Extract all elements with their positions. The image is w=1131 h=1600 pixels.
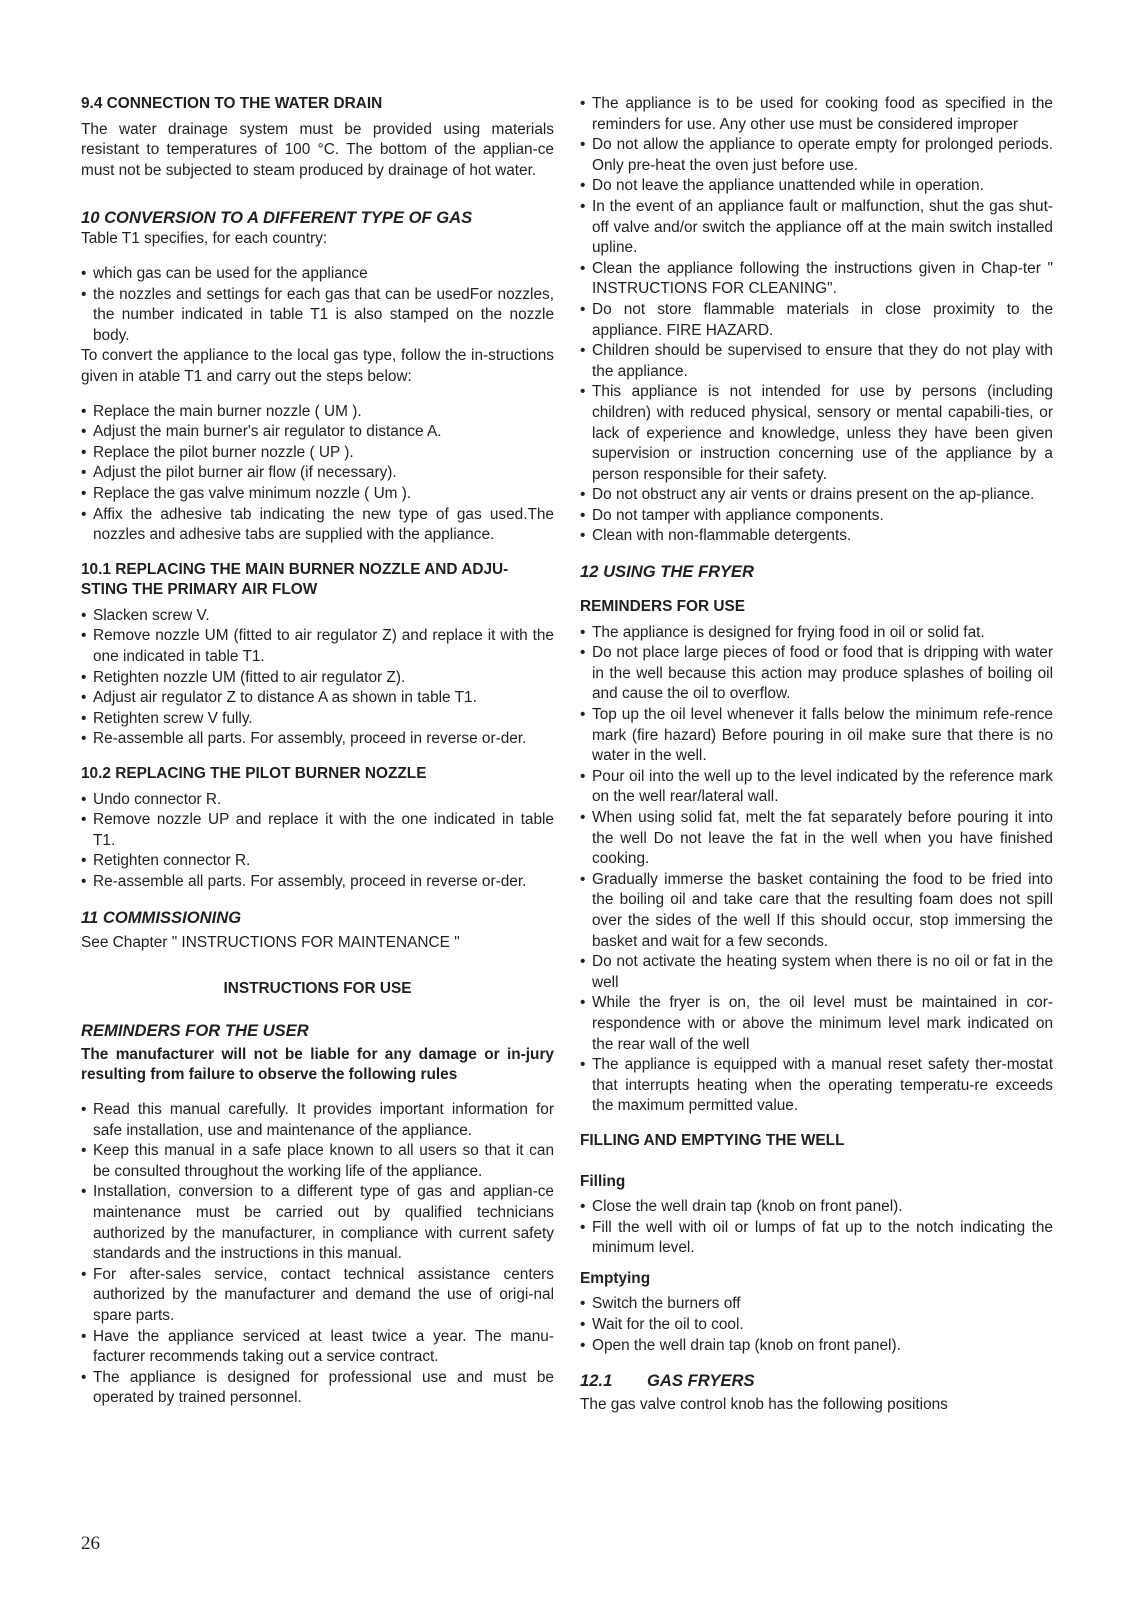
section-9-4-text: The water drainage system must be provided using materials resistant to temperatures of 100 °C. The bottom of the applian-ce must not be subjected to steam produced by drainage of hot water. [81,120,554,179]
conversion-steps-list [81,402,554,546]
list-item: • Installation, conversion to a different type of gas and applian-ce maintenance must be carried out by qualified technicians authorized by the manufacturer, in compliance with current safety standards and the instructions in this manual. [81,1182,554,1264]
list-item: • Adjust the main burner's air regulator to distance A. [81,422,554,443]
section-10-1-title: 10.1 REPLACING THE MAIN BURNER NOZZLE AND ADJU-STING THE PRIMARY AIR FLOW [81,560,509,599]
list-item: • Do not tamper with appliance components. [580,506,1053,527]
list-item: • In the event of an appliance fault or malfunction, shut the gas shut-off valve and/or switch the appliance off at the main switch installed upline. [580,197,1053,259]
filling-emptying-title: FILLING AND EMPTYING THE WELL [580,1131,845,1149]
list-item: • Pour oil into the well up to the level indicated by the reference mark on the well rear/lateral wall. [580,767,1053,808]
emptying-title: Emptying [580,1269,651,1287]
reminders-list [81,1100,554,1409]
list-item: • Fill the well with oil or lumps of fat up to the notch indicating the minimum level. [580,1218,1053,1259]
list-item: • Close the well drain tap (knob on front panel). [580,1197,1053,1218]
section-11-title: 11 COMMISSIONING [81,907,242,927]
reminders-for-use-title: REMINDERS FOR USE [580,598,746,616]
section-10-conversion-text: To convert the appliance to the local gas type, follow the in-structions given in atable T1 and carry out the steps below: [81,347,554,385]
list-item: • Top up the oil level whenever it falls below the minimum refe-rence mark (fire hazard) Before pouring in oil make sure that there is no water in the well. [580,705,1053,767]
page-number: 26 [81,1533,100,1554]
main-burner-steps-list [81,606,554,750]
section-12-1-label: GAS FRYERS [647,1371,755,1391]
section-10-intro: Table T1 specifies, for each country: [81,230,328,248]
list-item: • Replace the pilot burner nozzle ( UP ). [81,443,554,464]
list-item: • Clean the appliance following the instructions given in Chap-ter " INSTRUCTIONS FOR CLEANING". [580,259,1053,300]
list-item: • Gradually immerse the basket containing the food to be fried into the boiling oil and take care that the resulting foam does not spill over the sides of the well If this should occur, stop immersing the basket and wait for a few seconds. [580,870,1053,952]
list-item: • The appliance is equipped with a manual reset safety ther-mostat that interrupts heating when the operating temperatu-re exceeds the maximum permitted value. [580,1055,1053,1117]
fryer-reminders-list [580,623,1053,1117]
right-column [580,94,1053,1416]
filling-title: Filling [580,1172,626,1190]
pilot-burner-steps-list [81,790,554,893]
list-item: • Read this manual carefully. It provides important information for safe installation, use and maintenance of the appliance. [81,1100,554,1141]
list-item: • Clean with non-flammable detergents. [580,526,1053,547]
list-item: • Do not place large pieces of food or food that is dripping with water in the well because this action may produce splashes of boiling oil and cause the oil to overflow. [580,643,1053,705]
instructions-for-use-title: INSTRUCTIONS FOR USE [223,980,412,998]
emptying-list [580,1294,1053,1356]
list-item: • Affix the adhesive tab indicating the new type of gas used.The nozzles and adhesive tabs are supplied with the appliance. [81,505,554,546]
list-item: • Do not store flammable materials in close proximity to the appliance. FIRE HAZARD. [580,300,1053,341]
list-item: • Remove nozzle UP and replace it with the one indicated in table T1. [81,810,554,851]
section-10-2-title: 10.2 REPLACING THE PILOT BURNER NOZZLE [81,765,427,783]
list-item: • Wait for the oil to cool. [580,1315,1053,1336]
list-item: • For after-sales service, contact technical assistance centers authorized by the manufacturer and demand the use of origi-nal spare parts. [81,1265,554,1327]
list-item: • Replace the gas valve minimum nozzle ( Um ). [81,484,554,505]
list-item: • Do not activate the heating system when there is no oil or fat in the well [580,952,1053,993]
list-item: • Do not allow the appliance to operate empty for prolonged periods. Only pre-heat the oven just before use. [580,135,1053,176]
list-item: • Slacken screw V. [81,606,554,627]
list-item: • Adjust air regulator Z to distance A as shown in table T1. [81,688,554,709]
list-item: • When using solid fat, melt the fat separately before pouring it into the well Do not leave the fat in the well when you have finished cooking. [580,808,1053,870]
list-item: • Retighten connector R. [81,851,554,872]
list-item: • Keep this manual in a safe place known to all users so that it can be consulted throughout the working life of the appliance. [81,1141,554,1182]
list-item: • Re-assemble all parts. For assembly, proceed in reverse or-der. [81,729,554,750]
list-item: • Have the appliance serviced at least twice a year. The manu-facturer recommends taking out a service contract. [81,1327,554,1368]
filling-list [580,1197,1053,1259]
list-item: • Adjust the pilot burner air flow (if necessary). [81,463,554,484]
list-item: • Switch the burners off [580,1294,1053,1315]
reminders-list-continued [580,94,1053,547]
section-9-4-title: 9.4 CONNECTION TO THE WATER DRAIN [81,95,383,112]
list-item: • the nozzles and settings for each gas that can be usedFor nozzles, the number indicated in table T1 is also stamped on the nozzle body. [81,285,554,347]
left-column [81,94,554,1409]
list-item: • which gas can be used for the appliance [81,264,554,285]
list-item: • The appliance is to be used for cooking food as specified in the reminders for use. Any other use must be considered improper [580,94,1053,135]
list-item: • Retighten screw V fully. [81,709,554,730]
section-12-1-title [580,1370,1053,1392]
list-item: • This appliance is not intended for use by persons (including children) with reduced physical, sensory or mental capabili-ties, or lack of experience and knowledge, unless they have been given supervision or instruction concerning use of the appliance by a person responsible for their safety. [580,382,1053,485]
section-10-title: 10 CONVERSION TO A DIFFERENT TYPE OF GAS [81,208,473,228]
list-item: • While the fryer is on, the oil level must be maintained in cor-respondence with or above the minimum level mark indicated on the rear wall of the well [580,993,1053,1055]
list-item: • Remove nozzle UM (fitted to air regulator Z) and replace it with the one indicated in table T1. [81,626,554,667]
list-item: • Re-assemble all parts. For assembly, proceed in reverse or-der. [81,872,554,893]
list-item: • Do not leave the appliance unattended while in operation. [580,176,1053,197]
section-12-1-text: The gas valve control knob has the following positions [580,1396,948,1414]
list-item: • The appliance is designed for professional use and must be operated by trained personnel. [81,1368,554,1409]
section-12-title: 12 USING THE FRYER [580,562,754,582]
section-12-1-number: 12.1 [580,1371,613,1391]
manufacturer-warning: The manufacturer will not be liable for any damage or in-jury resulting from failure to observe the following rules [81,1045,554,1084]
reminders-for-user-title: REMINDERS FOR THE USER [81,1020,309,1040]
list-item: • Undo connector R. [81,790,554,811]
list-item: • Children should be supervised to ensure that they do not play with the appliance. [580,341,1053,382]
list-item: • Do not obstruct any air vents or drains present on the ap-pliance. [580,485,1053,506]
list-item: • The appliance is designed for frying food in oil or solid fat. [580,623,1053,644]
list-item: • Retighten nozzle UM (fitted to air regulator Z). [81,668,554,689]
list-item: • Replace the main burner nozzle ( UM ). [81,402,554,423]
section-11-text: See Chapter " INSTRUCTIONS FOR MAINTENANCE " [81,933,460,951]
gas-country-list [81,264,554,346]
list-item: • Open the well drain tap (knob on front panel). [580,1336,1053,1357]
